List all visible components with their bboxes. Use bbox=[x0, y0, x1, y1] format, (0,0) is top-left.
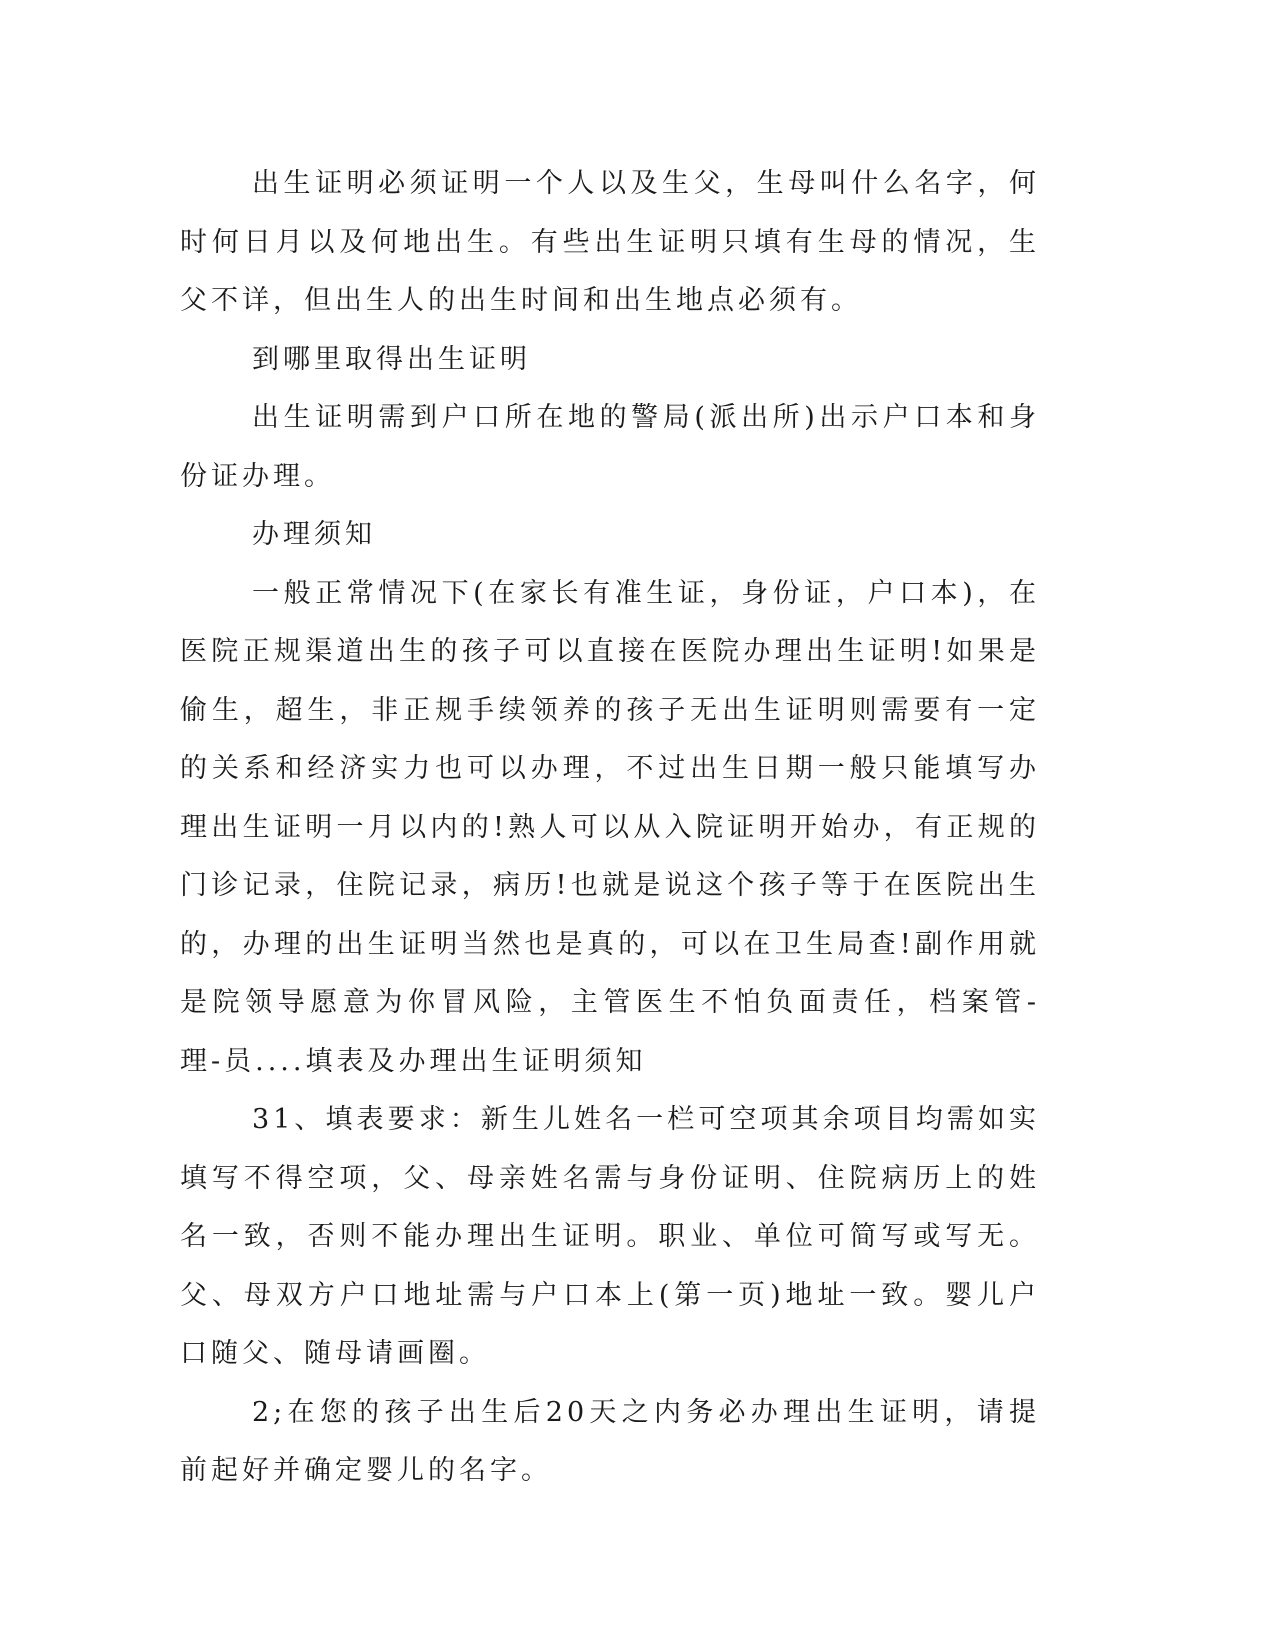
paragraph-deadline: 2;在您的孩子出生后20天之内务必办理出生证明，请提前起好并确定婴儿的名字。 bbox=[180, 1396, 1040, 1486]
paragraph-normal-procedure: 一般正常情况下(在家长有准生证，身份证，户口本)，在医院正规渠道出生的孩子可以直接在医院办理出生证明!如果是偷生，超生，非正规手续领养的孩子无出生证明则需要有一定的关系和经济实力也可以办理，不过出生日期一般只能填写办理出生证明一月以内的!熟人可以从入院证明开始办，有正规的门诊记录，住院记录，病历!也就是说这个孩子等于在医院出生的，办理的出生证明当然也是真的，可以在卫生局查!副作用就是院领导愿意为你冒风险，主管医生不怕负面责任，档案管-理-员....填表及办理出生证明须知 bbox=[180, 577, 1040, 1077]
heading-where-to-obtain: 到哪里取得出生证明 bbox=[252, 343, 531, 375]
paragraph-birth-certificate-requirements: 出生证明必须证明一个人以及生父，生母叫什么名字，何时何日月以及何地出生。有些出生证明只填有生母的情况，生父不详，但出生人的出生时间和出生地点必须有。 bbox=[180, 168, 1040, 316]
paragraph-police-station: 出生证明需到户口所在地的警局(派出所)出示户口本和身份证办理。 bbox=[180, 402, 1040, 492]
heading-notice: 办理须知 bbox=[252, 519, 376, 550]
document-body bbox=[180, 155, 1040, 1501]
paragraph-form-requirements: 31、填表要求：新生儿姓名一栏可空项其余项目均需如实填写不得空项，父、母亲姓名需与身份证明、住院病历上的姓名一致，否则不能办理出生证明。职业、单位可简写或写无。父、母双方户口地址需与户口本上(第一页)地址一致。婴儿户口随父、随母请画圈。 bbox=[180, 1104, 1040, 1369]
